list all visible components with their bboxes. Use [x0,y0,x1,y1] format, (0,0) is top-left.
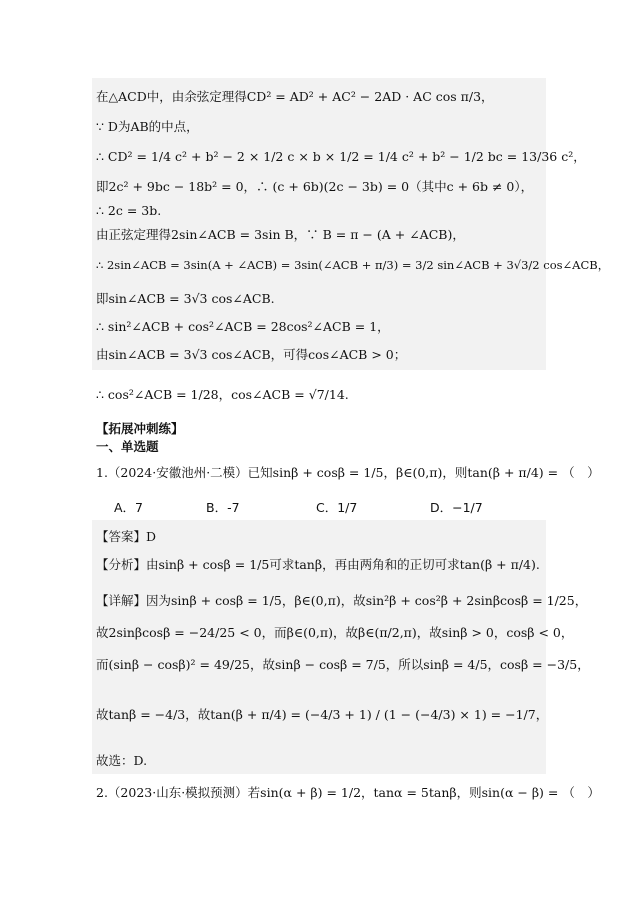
solution-line: 由sin∠ACB = 3√3 cos∠ACB，可得cos∠ACB > 0； [96,347,407,362]
solution-line: ∴ sin²∠ACB + cos²∠ACB = 28cos²∠ACB = 1， [96,319,390,334]
question-1-stem: 1.（2024·安徽池州·二模）已知sinβ + cosβ = 1/5，β∈(0,π)，则tan(β + π/4) = （ ） [96,465,600,480]
choice-line: 故选：D. [96,753,148,768]
solution-line: ∴ 2sin∠ACB = 3sin(A + ∠ACB) = 3sin(∠ACB + π/3) = 3/2 sin∠ACB + 3√3/2 cos∠ACB， [96,258,610,272]
solution-line: 即sin∠ACB = 3√3 cos∠ACB. [96,291,275,306]
subsection-title: 一、单选题 [96,439,159,454]
section-title: 【拓展冲刺练】 [96,421,184,436]
question-2-stem: 2.（2023·山东·模拟预测）若sin(α + β) = 1/2，tanα = 5tanβ，则sin(α − β) = （ ） [96,785,600,800]
detail-line: 故2sinβcosβ = −24/25 < 0，而β∈(0,π)，故β∈(π/2,π)，故sinβ > 0，cosβ < 0， [96,625,574,640]
analysis-line: 【分析】由sinβ + cosβ = 1/5可求tanβ，再由两角和的正切可求tan(β + π/4). [96,557,540,572]
solution-line: ∵ D为AB的中点， [96,119,199,134]
option-c: C．1/7 [316,500,358,515]
solution-line: ∴ 2c = 3b. [96,203,162,218]
conclusion-line: ∴ cos²∠ACB = 1/28，cos∠ACB = √7/14. [96,387,349,402]
solution-line: 即2c² + 9bc − 18b² = 0，∴ (c + 6b)(2c − 3b) = 0（其中c + 6b ≠ 0）， [96,179,534,194]
answer-line: 【答案】D [96,529,157,544]
solution-line: ∴ CD² = 1/4 c² + b² − 2 × 1/2 c × b × 1/2 = 1/4 c² + b² − 1/2 bc = 13/36 c²， [96,149,586,164]
option-d: D．−1/7 [430,500,483,515]
option-b: B．-7 [206,500,240,515]
solution-line: 由正弦定理得2sin∠ACB = 3sin B，∵ B = π − (A + ∠ACB)， [96,227,465,242]
option-a: A．7 [114,500,144,515]
solution-line: 在△ACD中，由余弦定理得CD² = AD² + AC² − 2AD · AC cos π/3， [96,89,494,104]
detail-line: 故tanβ = −4/3，故tan(β + π/4) = (−4/3 + 1) / (1 − (−4/3) × 1) = −1/7， [96,707,549,722]
detail-line: 【详解】因为sinβ + cosβ = 1/5，β∈(0,π)，故sin²β + cos²β + 2sinβcosβ = 1/25， [96,593,588,608]
detail-line: 而(sinβ − cosβ)² = 49/25，故sinβ − cosβ = 7/5，所以sinβ = 4/5，cosβ = −3/5， [96,657,590,672]
